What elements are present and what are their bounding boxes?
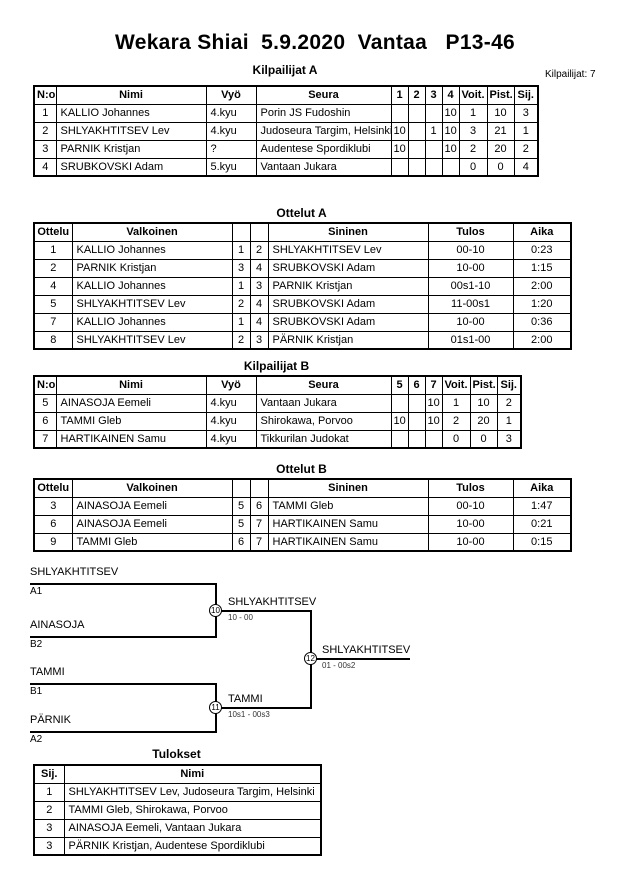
cell-result: 01s1-00 <box>428 331 513 349</box>
cell-score-2 <box>408 122 425 140</box>
table-row <box>34 241 571 259</box>
table-row <box>34 430 521 448</box>
cell-time: 0:36 <box>513 313 571 331</box>
header-white-number <box>232 223 250 241</box>
cell-wins: 2 <box>459 140 487 158</box>
cell-score-5: 10 <box>391 412 408 430</box>
header-match-no: Ottelu <box>34 479 72 497</box>
cell-result: 10-00 <box>428 259 513 277</box>
bracket-line <box>30 683 215 685</box>
pool-a-table <box>33 85 539 177</box>
cell-white: PARNIK Kristjan <box>72 259 232 277</box>
cell-blue: SHLYAKHTITSEV Lev <box>268 241 428 259</box>
cell-white-number: 2 <box>232 331 250 349</box>
cell-belt: 4.kyu <box>206 430 256 448</box>
cell-place: 2 <box>514 140 538 158</box>
competitor-count: Kilpailijat: 7 <box>545 69 596 80</box>
cell-white: KALLIO Johannes <box>72 277 232 295</box>
cell-score-3 <box>425 104 442 122</box>
cell-white-number: 1 <box>232 313 250 331</box>
cell-blue-number: 7 <box>250 533 268 551</box>
header-name: Nimi <box>56 86 206 104</box>
cell-white-number: 1 <box>232 241 250 259</box>
cell-score-1: 10 <box>391 140 408 158</box>
bracket-final-score: 01 - 00s2 <box>322 661 356 670</box>
header-white-number <box>232 479 250 497</box>
header-no: N:o <box>34 86 56 104</box>
table-row <box>34 295 571 313</box>
cell-white-number: 1 <box>232 277 250 295</box>
table-row <box>34 394 521 412</box>
bracket-sf2-top-name: TAMMI <box>30 666 65 678</box>
cell-no: 4 <box>34 158 56 176</box>
cell-blue: SRUBKOVSKI Adam <box>268 313 428 331</box>
section-title-matches-a: Ottelut A <box>276 206 327 220</box>
table-row <box>34 140 538 158</box>
cell-time: 1:47 <box>513 497 571 515</box>
cell-no: 3 <box>34 140 56 158</box>
cell-points: 20 <box>487 140 514 158</box>
cell-blue: HARTIKAINEN Samu <box>268 515 428 533</box>
bracket-sf1-winner: SHLYAKHTITSEV <box>228 596 317 608</box>
header-opp-3: 3 <box>425 86 442 104</box>
cell-belt: 4.kyu <box>206 394 256 412</box>
cell-score-6 <box>408 412 425 430</box>
cell-score-6 <box>408 394 425 412</box>
header-blue-number <box>250 479 268 497</box>
cell-blue: PARNIK Kristjan <box>268 277 428 295</box>
cell-blue: SRUBKOVSKI Adam <box>268 295 428 313</box>
table-row <box>34 533 571 551</box>
cell-white: SHLYAKHTITSEV Lev <box>72 331 232 349</box>
cell-name: HARTIKAINEN Samu <box>56 430 206 448</box>
cell-white: AINASOJA Eemeli <box>72 515 232 533</box>
table-row <box>34 412 521 430</box>
cell-belt: 4.kyu <box>206 122 256 140</box>
cell-result: 00-10 <box>428 241 513 259</box>
cell-match-no: 3 <box>34 497 72 515</box>
cell-result: 00s1-10 <box>428 277 513 295</box>
bracket-sf2-winner: TAMMI <box>228 693 263 705</box>
header-blue: Sininen <box>268 223 428 241</box>
cell-blue: SRUBKOVSKI Adam <box>268 259 428 277</box>
header-time: Aika <box>513 479 571 497</box>
cell-score-2 <box>408 140 425 158</box>
cell-blue-number: 3 <box>250 331 268 349</box>
table-header-row <box>34 86 538 104</box>
cell-time: 1:15 <box>513 259 571 277</box>
cell-club: Shirokawa, Porvoo <box>256 412 391 430</box>
cell-points: 0 <box>470 430 497 448</box>
table-row <box>34 837 321 855</box>
results-table <box>33 764 322 856</box>
table-row <box>34 122 538 140</box>
cell-result: 11-00s1 <box>428 295 513 313</box>
header-opp-6: 6 <box>408 376 425 394</box>
table-header-row <box>34 223 571 241</box>
cell-score-1 <box>391 158 408 176</box>
header-opp-7: 7 <box>425 376 442 394</box>
header-club: Seura <box>256 86 391 104</box>
cell-place: 3 <box>34 819 64 837</box>
bracket-sf2-top-seed: B1 <box>30 686 43 697</box>
page-title: Wekara Shiai 5.9.2020 Vantaa P13-46 <box>114 31 516 54</box>
cell-club: Porin JS Fudoshin <box>256 104 391 122</box>
cell-blue: HARTIKAINEN Samu <box>268 533 428 551</box>
cell-result: 10-00 <box>428 313 513 331</box>
cell-score-4: 10 <box>442 104 459 122</box>
header-result: Tulos <box>428 223 513 241</box>
header-points: Pist. <box>470 376 497 394</box>
cell-white: AINASOJA Eemeli <box>72 497 232 515</box>
header-name: Nimi <box>64 765 321 783</box>
cell-blue-number: 7 <box>250 515 268 533</box>
cell-white-number: 6 <box>232 533 250 551</box>
cell-place: 3 <box>34 837 64 855</box>
cell-score-5 <box>391 394 408 412</box>
header-belt: Vyö <box>206 376 256 394</box>
table-header-row <box>34 765 321 783</box>
cell-score-4: 10 <box>442 140 459 158</box>
cell-time: 0:15 <box>513 533 571 551</box>
final-bracket <box>0 560 630 760</box>
cell-name: KALLIO Johannes <box>56 104 206 122</box>
header-time: Aika <box>513 223 571 241</box>
cell-name: AINASOJA Eemeli <box>56 394 206 412</box>
bracket-line <box>310 658 410 660</box>
cell-match-no: 4 <box>34 277 72 295</box>
header-opp-2: 2 <box>408 86 425 104</box>
cell-blue-number: 6 <box>250 497 268 515</box>
table-row <box>34 313 571 331</box>
cell-score-1 <box>391 104 408 122</box>
cell-no: 1 <box>34 104 56 122</box>
cell-name: SRUBKOVSKI Adam <box>56 158 206 176</box>
cell-name: SHLYAKHTITSEV Lev <box>56 122 206 140</box>
cell-white-number: 3 <box>232 259 250 277</box>
cell-belt: 4.kyu <box>206 104 256 122</box>
bracket-sf1-score: 10 - 00 <box>228 613 253 622</box>
cell-white: SHLYAKHTITSEV Lev <box>72 295 232 313</box>
cell-place: 4 <box>514 158 538 176</box>
cell-blue-number: 3 <box>250 277 268 295</box>
section-title-results: Tulokset <box>152 747 201 761</box>
table-row <box>34 801 321 819</box>
cell-score-4 <box>442 158 459 176</box>
cell-blue-number: 4 <box>250 259 268 277</box>
cell-name: PARNIK Kristjan <box>56 140 206 158</box>
cell-match-no: 9 <box>34 533 72 551</box>
section-title-matches-b: Ottelut B <box>276 462 327 476</box>
cell-wins: 1 <box>459 104 487 122</box>
cell-white: KALLIO Johannes <box>72 241 232 259</box>
header-blue-number <box>250 223 268 241</box>
cell-points: 20 <box>470 412 497 430</box>
cell-club: Vantaan Jukara <box>256 158 391 176</box>
cell-points: 0 <box>487 158 514 176</box>
bracket-sf1-bottom-name: AINASOJA <box>30 619 85 631</box>
section-title-pool-b: Kilpailijat B <box>243 359 310 373</box>
bracket-line <box>30 636 215 638</box>
cell-blue-number: 4 <box>250 313 268 331</box>
cell-match-no: 2 <box>34 259 72 277</box>
header-place: Sij. <box>34 765 64 783</box>
bracket-sf1-bottom-seed: B2 <box>30 639 43 650</box>
cell-white-number: 5 <box>232 497 250 515</box>
cell-match-no: 8 <box>34 331 72 349</box>
header-opp-4: 4 <box>442 86 459 104</box>
bracket-sf2-bottom-name: PÄRNIK <box>30 714 71 726</box>
cell-place: 1 <box>497 412 521 430</box>
header-wins: Voit. <box>442 376 470 394</box>
cell-points: 10 <box>487 104 514 122</box>
cell-result: 10-00 <box>428 515 513 533</box>
matches-b-table <box>33 478 572 552</box>
bracket-final-winner: SHLYAKHTITSEV <box>322 644 411 656</box>
header-place: Sij. <box>514 86 538 104</box>
header-wins: Voit. <box>459 86 487 104</box>
cell-score-4: 10 <box>442 122 459 140</box>
cell-belt: ? <box>206 140 256 158</box>
cell-name: SHLYAKHTITSEV Lev, Judoseura Targim, Helsinki <box>64 783 321 801</box>
cell-score-7 <box>425 430 442 448</box>
cell-score-2 <box>408 158 425 176</box>
cell-time: 0:21 <box>513 515 571 533</box>
matches-a-table <box>33 222 572 350</box>
cell-club: Audentese Spordiklubi <box>256 140 391 158</box>
cell-club: Judoseura Targim, Helsinki <box>256 122 391 140</box>
table-row <box>34 277 571 295</box>
cell-match-no: 7 <box>34 313 72 331</box>
table-row <box>34 158 538 176</box>
cell-name: AINASOJA Eemeli, Vantaan Jukara <box>64 819 321 837</box>
bracket-sf2-match-number: 11 <box>209 701 222 714</box>
cell-white-number: 2 <box>232 295 250 313</box>
cell-white: TAMMI Gleb <box>72 533 232 551</box>
header-no: N:o <box>34 376 56 394</box>
cell-no: 6 <box>34 412 56 430</box>
cell-club: Vantaan Jukara <box>256 394 391 412</box>
cell-white-number: 5 <box>232 515 250 533</box>
cell-white: KALLIO Johannes <box>72 313 232 331</box>
header-blue: Sininen <box>268 479 428 497</box>
cell-belt: 4.kyu <box>206 412 256 430</box>
cell-place: 1 <box>514 122 538 140</box>
table-row <box>34 104 538 122</box>
cell-score-2 <box>408 104 425 122</box>
cell-wins: 3 <box>459 122 487 140</box>
header-match-no: Ottelu <box>34 223 72 241</box>
table-row <box>34 819 321 837</box>
cell-blue-number: 4 <box>250 295 268 313</box>
cell-name: PÄRNIK Kristjan, Audentese Spordiklubi <box>64 837 321 855</box>
cell-score-1: 10 <box>391 122 408 140</box>
cell-score-6 <box>408 430 425 448</box>
bracket-line <box>215 610 310 612</box>
cell-no: 5 <box>34 394 56 412</box>
cell-points: 10 <box>470 394 497 412</box>
cell-score-5 <box>391 430 408 448</box>
cell-score-3 <box>425 140 442 158</box>
header-name: Nimi <box>56 376 206 394</box>
cell-wins: 0 <box>442 430 470 448</box>
header-place: Sij. <box>497 376 521 394</box>
cell-time: 1:20 <box>513 295 571 313</box>
cell-wins: 0 <box>459 158 487 176</box>
cell-club: Tikkurilan Judokat <box>256 430 391 448</box>
cell-time: 0:23 <box>513 241 571 259</box>
cell-blue: TAMMI Gleb <box>268 497 428 515</box>
table-row <box>34 515 571 533</box>
bracket-sf1-match-number: 10 <box>209 604 222 617</box>
cell-score-7: 10 <box>425 412 442 430</box>
cell-points: 21 <box>487 122 514 140</box>
table-header-row <box>34 376 521 394</box>
bracket-line <box>30 583 215 585</box>
section-title-pool-a: Kilpailijat A <box>252 63 318 77</box>
cell-match-no: 1 <box>34 241 72 259</box>
cell-belt: 5.kyu <box>206 158 256 176</box>
cell-place: 3 <box>514 104 538 122</box>
cell-no: 2 <box>34 122 56 140</box>
header-belt: Vyö <box>206 86 256 104</box>
header-white: Valkoinen <box>72 223 232 241</box>
cell-place: 1 <box>34 783 64 801</box>
bracket-sf2-score: 10s1 - 00s3 <box>228 710 270 719</box>
cell-wins: 2 <box>442 412 470 430</box>
header-opp-1: 1 <box>391 86 408 104</box>
cell-name: TAMMI Gleb <box>56 412 206 430</box>
table-row <box>34 259 571 277</box>
bracket-sf1-top-seed: A1 <box>30 586 43 597</box>
header-result: Tulos <box>428 479 513 497</box>
cell-match-no: 6 <box>34 515 72 533</box>
pool-b-table <box>33 375 522 449</box>
cell-time: 2:00 <box>513 277 571 295</box>
table-row <box>34 497 571 515</box>
cell-score-3 <box>425 158 442 176</box>
header-club: Seura <box>256 376 391 394</box>
header-white: Valkoinen <box>72 479 232 497</box>
cell-result: 10-00 <box>428 533 513 551</box>
cell-place: 2 <box>497 394 521 412</box>
bracket-sf1-top-name: SHLYAKHTITSEV <box>30 566 119 578</box>
cell-match-no: 5 <box>34 295 72 313</box>
cell-no: 7 <box>34 430 56 448</box>
table-row <box>34 783 321 801</box>
table-header-row <box>34 479 571 497</box>
cell-blue: PÄRNIK Kristjan <box>268 331 428 349</box>
bracket-sf2-bottom-seed: A2 <box>30 734 43 745</box>
cell-place: 2 <box>34 801 64 819</box>
table-row <box>34 331 571 349</box>
cell-result: 00-10 <box>428 497 513 515</box>
cell-score-7: 10 <box>425 394 442 412</box>
cell-score-3: 1 <box>425 122 442 140</box>
cell-time: 2:00 <box>513 331 571 349</box>
bracket-line <box>30 731 215 733</box>
header-points: Pist. <box>487 86 514 104</box>
header-opp-5: 5 <box>391 376 408 394</box>
cell-wins: 1 <box>442 394 470 412</box>
cell-place: 3 <box>497 430 521 448</box>
cell-name: TAMMI Gleb, Shirokawa, Porvoo <box>64 801 321 819</box>
bracket-line <box>215 707 310 709</box>
bracket-final-match-number: 12 <box>304 652 317 665</box>
cell-blue-number: 2 <box>250 241 268 259</box>
